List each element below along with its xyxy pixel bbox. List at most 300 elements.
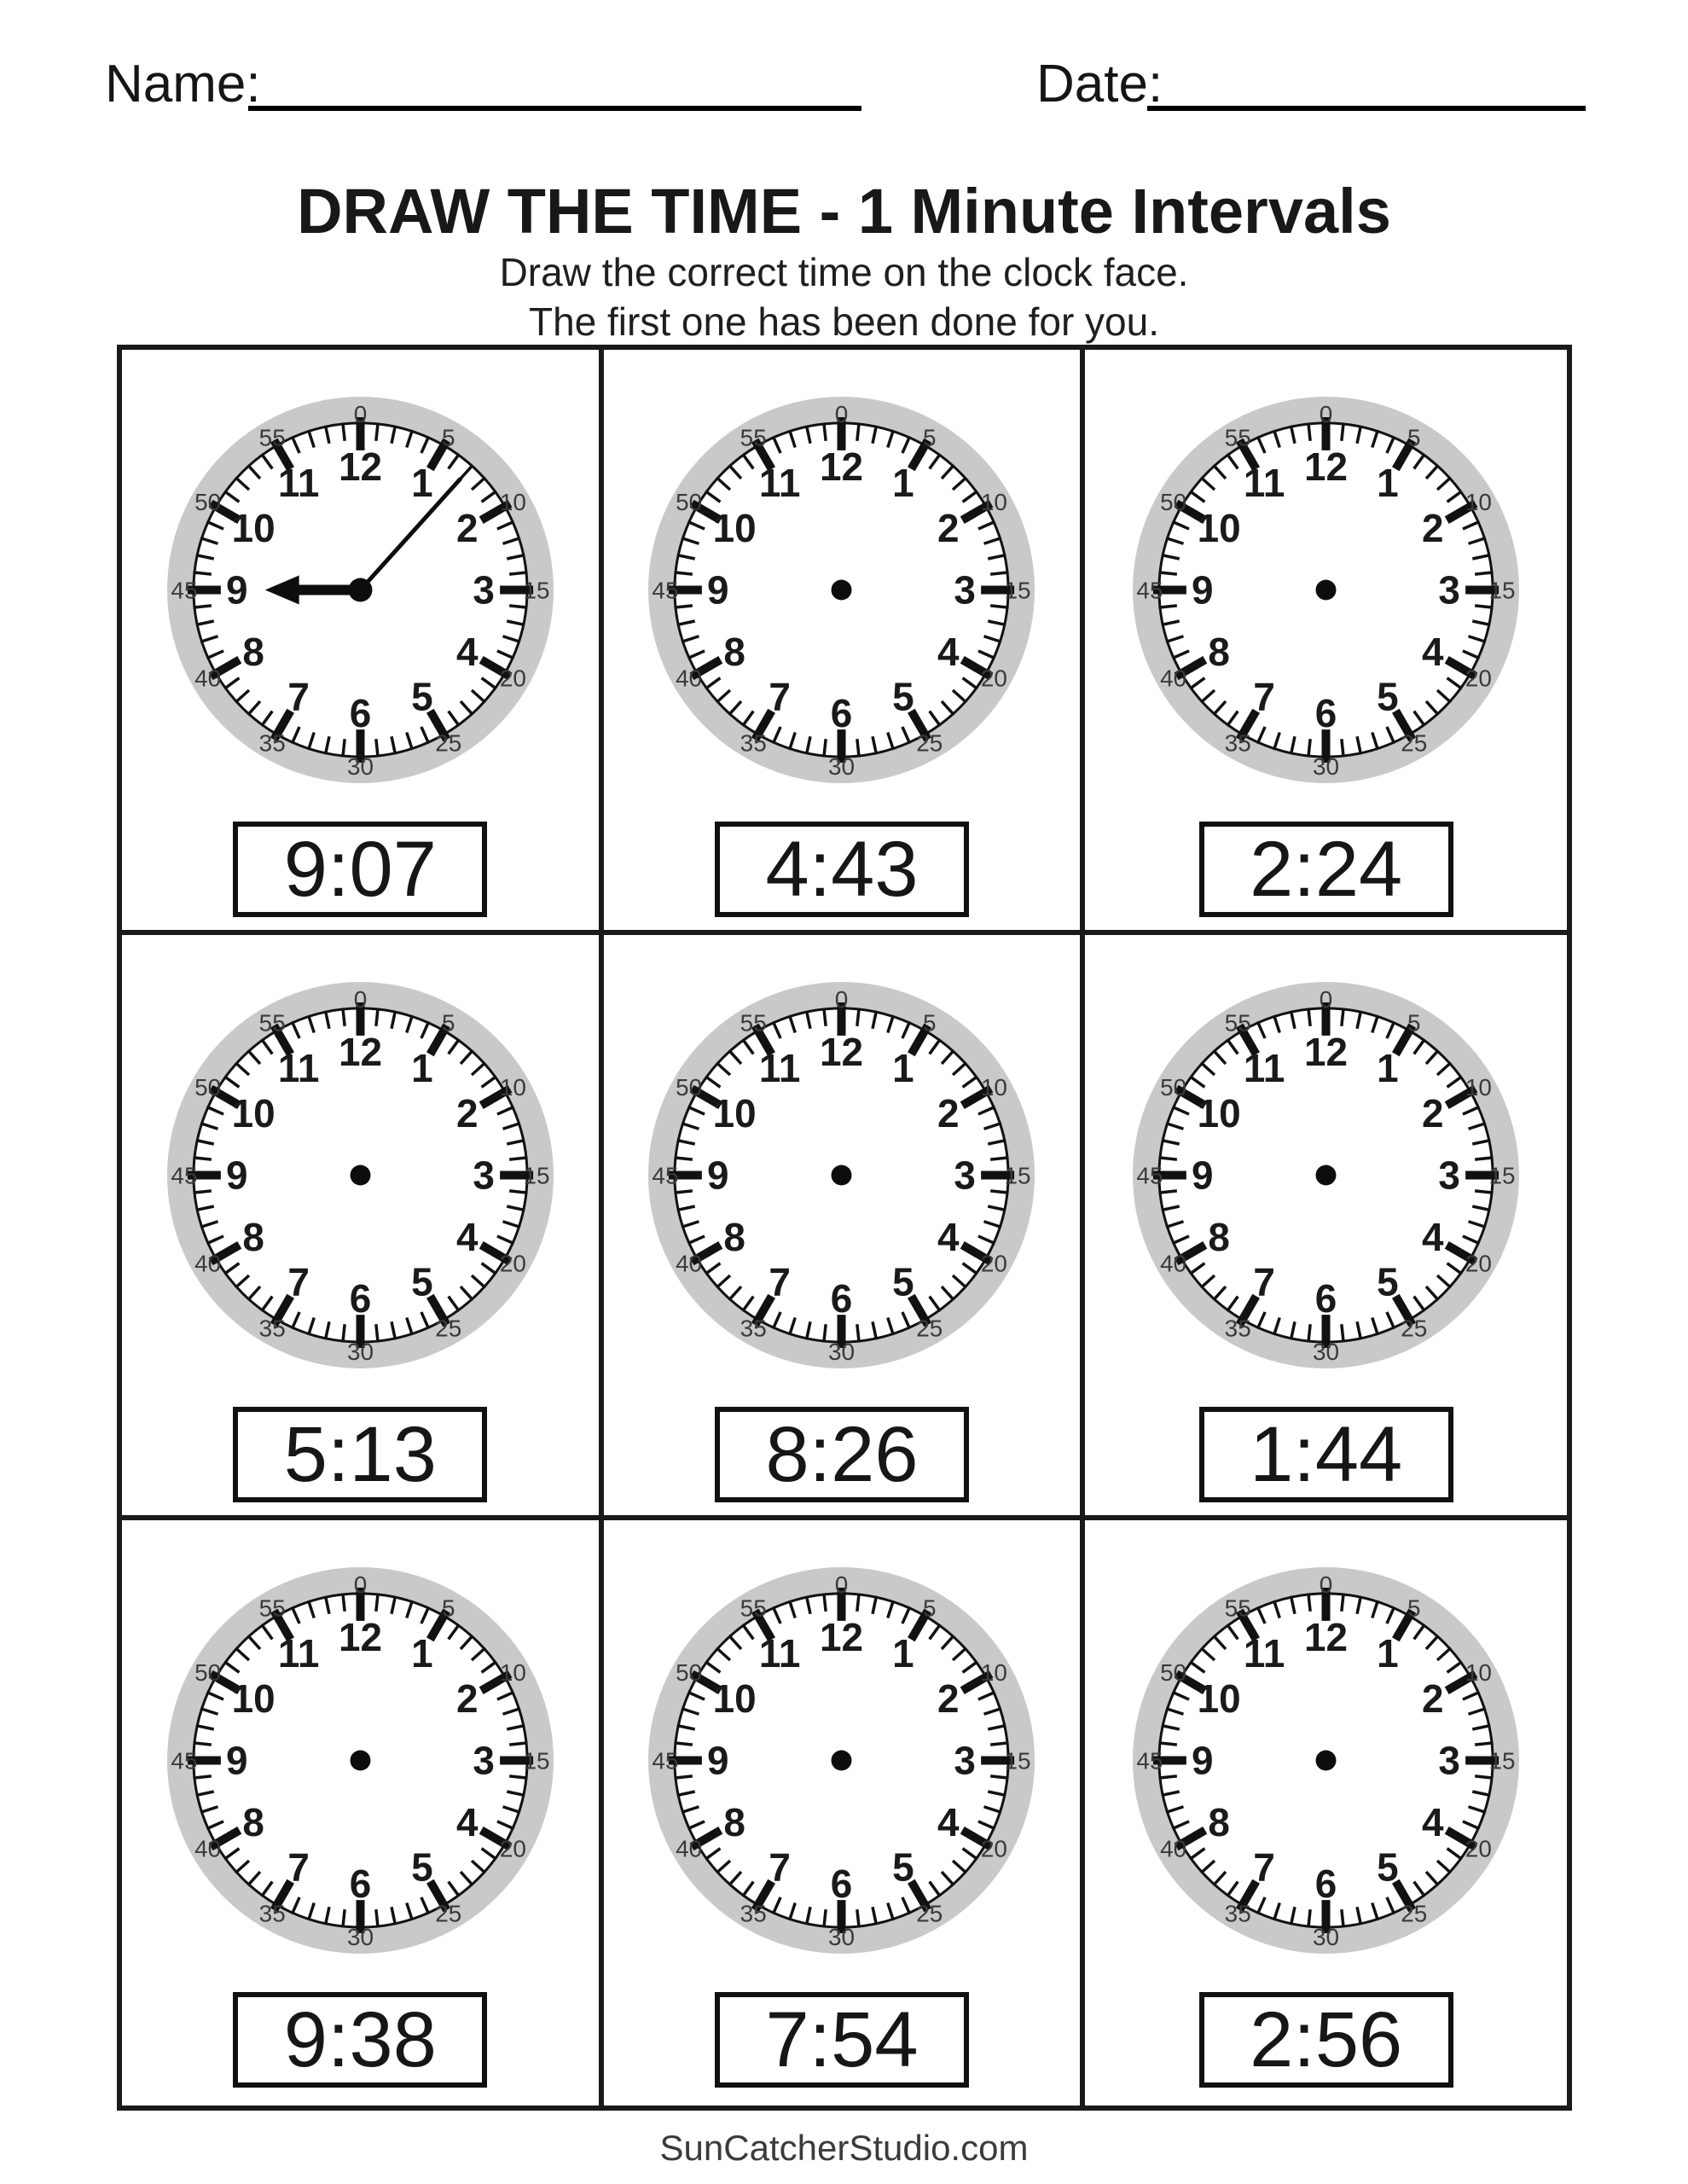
- minute-number: 35: [258, 729, 286, 757]
- center-dot: [350, 1751, 370, 1771]
- hour-number: 3: [1438, 1738, 1461, 1783]
- minute-number: 20: [1465, 1835, 1493, 1862]
- hour-number: 3: [954, 1153, 977, 1198]
- center-dot: [1316, 580, 1337, 601]
- minute-number: 5: [1407, 1594, 1421, 1622]
- clock-cell: [1085, 350, 1567, 935]
- minute-number: 45: [1136, 577, 1163, 604]
- minute-number: 15: [1004, 1162, 1032, 1189]
- minute-tick: [857, 1594, 859, 1612]
- hour-number: 5: [892, 1259, 915, 1304]
- minute-number: 45: [652, 577, 679, 604]
- minute-number: 20: [499, 665, 526, 692]
- clock-svg: [166, 396, 554, 784]
- hour-number: 7: [769, 1844, 792, 1890]
- hour-number: 4: [937, 1214, 960, 1259]
- hour-number: 8: [723, 629, 746, 674]
- minute-number: 55: [1224, 1009, 1251, 1037]
- hour-number: 8: [242, 629, 264, 674]
- minute-number: 25: [916, 729, 943, 757]
- clock-cell: [604, 935, 1086, 1520]
- minute-tick: [1475, 1191, 1493, 1193]
- minute-number: 35: [740, 1315, 768, 1342]
- hour-number: 10: [1197, 1091, 1241, 1136]
- hour-number: 11: [1244, 461, 1285, 506]
- minute-number: 20: [981, 1835, 1008, 1862]
- minute-number: 55: [740, 1009, 768, 1037]
- minute-tick: [1159, 1776, 1177, 1778]
- minute-tick: [1475, 1776, 1493, 1778]
- analog-clock[interactable]: [647, 396, 1035, 784]
- minute-number: 50: [676, 1659, 703, 1687]
- hour-number: 1: [1377, 1631, 1399, 1676]
- analog-clock[interactable]: [647, 981, 1035, 1369]
- hour-number: 7: [287, 1259, 310, 1304]
- minute-tick: [1159, 1191, 1177, 1193]
- minute-tick: [509, 1158, 527, 1159]
- minute-tick: [824, 1008, 826, 1026]
- minute-number: 10: [981, 489, 1008, 516]
- minute-number: 40: [194, 1835, 221, 1862]
- minute-number: 25: [1401, 729, 1428, 757]
- hour-number: 4: [455, 1799, 479, 1844]
- hour-number: 10: [231, 506, 276, 551]
- hour-number: 11: [277, 1631, 320, 1676]
- minute-number: 35: [1224, 729, 1251, 757]
- hour-number: 2: [455, 1091, 479, 1136]
- hour-number: 6: [1314, 1276, 1337, 1321]
- clock-svg: [647, 1566, 1035, 1955]
- minute-number: 55: [1224, 424, 1251, 451]
- minute-number: 20: [1465, 1250, 1493, 1277]
- minute-number: 30: [828, 1924, 856, 1951]
- time-box: [1199, 1407, 1453, 1502]
- clock-svg: [166, 981, 554, 1369]
- minute-tick: [1342, 1008, 1343, 1026]
- hour-number: 3: [954, 567, 977, 613]
- hour-number: 7: [1253, 1259, 1276, 1304]
- page-title: DRAW THE TIME - 1 Minute Intervals: [297, 176, 1391, 247]
- minute-number: 20: [499, 1835, 526, 1862]
- hour-number: 9: [225, 1738, 248, 1783]
- hour-number: 12: [1304, 1614, 1349, 1659]
- time-box: [715, 1407, 969, 1502]
- minute-number: 0: [353, 985, 368, 1013]
- minute-tick: [1308, 1324, 1310, 1342]
- minute-tick: [675, 1191, 693, 1193]
- minute-tick: [376, 739, 378, 757]
- minute-tick: [857, 1324, 859, 1342]
- center-dot: [350, 1165, 370, 1186]
- center-dot: [832, 1751, 852, 1771]
- hour-number: 5: [892, 1844, 915, 1890]
- hour-number: 2: [1422, 1676, 1444, 1722]
- minute-number: 5: [1407, 424, 1421, 451]
- minute-tick: [1308, 1594, 1310, 1612]
- hour-number: 9: [707, 567, 730, 613]
- minute-tick: [1342, 1594, 1343, 1612]
- hour-number: 10: [713, 506, 757, 551]
- date-label: Date:: [1036, 55, 1163, 113]
- clock-cell: [604, 350, 1086, 935]
- minute-number: 40: [676, 1835, 703, 1862]
- minute-tick: [1308, 423, 1310, 441]
- hour-number: 2: [455, 506, 479, 551]
- minute-number: 10: [1465, 1074, 1493, 1101]
- hour-number: 5: [410, 674, 433, 719]
- minute-number: 10: [1465, 1659, 1493, 1687]
- hour-number: 3: [1438, 567, 1461, 613]
- hour-number: 11: [277, 461, 320, 506]
- hour-number: 8: [1208, 1799, 1231, 1844]
- minute-tick: [193, 572, 211, 574]
- minute-tick: [675, 1776, 693, 1778]
- minute-tick: [343, 739, 345, 757]
- minute-number: 30: [346, 1924, 374, 1951]
- minute-number: 30: [1313, 1924, 1340, 1951]
- hour-number: 6: [1314, 1862, 1337, 1907]
- minute-number: 40: [1160, 665, 1187, 692]
- hour-number: 12: [1304, 444, 1349, 489]
- hour-number: 7: [769, 674, 792, 719]
- hour-number: 3: [473, 567, 495, 613]
- minute-tick: [991, 572, 1009, 574]
- minute-number: 30: [828, 1339, 856, 1366]
- minute-tick: [857, 739, 859, 757]
- hour-number: 11: [1244, 1631, 1285, 1676]
- time-box: [233, 1992, 487, 2088]
- minute-number: 55: [258, 424, 286, 451]
- clock-svg: [647, 396, 1035, 784]
- minute-tick: [376, 423, 378, 441]
- hour-number: 6: [349, 1862, 372, 1907]
- minute-tick: [1159, 1743, 1177, 1745]
- minute-number: 40: [1160, 1835, 1187, 1862]
- hour-number: 4: [937, 629, 960, 674]
- minute-number: 55: [258, 1009, 286, 1037]
- minute-number: 35: [740, 729, 768, 757]
- minute-number: 20: [499, 1250, 526, 1277]
- time-value: 4:43: [765, 826, 919, 913]
- minute-number: 15: [1004, 1747, 1032, 1774]
- minute-number: 40: [194, 1250, 221, 1277]
- minute-tick: [343, 1909, 345, 1927]
- hour-number: 2: [937, 1091, 960, 1136]
- hour-number: 4: [1422, 629, 1444, 674]
- minute-tick: [376, 1594, 378, 1612]
- minute-tick: [193, 606, 211, 607]
- minute-number: 15: [1004, 577, 1032, 604]
- hour-number: 7: [287, 674, 310, 719]
- time-value: 2:56: [1250, 1996, 1403, 2083]
- hour-number: 8: [242, 1214, 264, 1259]
- hour-number: 1: [410, 1631, 433, 1676]
- clock-svg: [166, 1566, 554, 1955]
- minute-number: 15: [523, 1162, 550, 1189]
- minute-tick: [675, 1743, 693, 1745]
- minute-tick: [193, 1743, 211, 1745]
- minute-number: 5: [923, 1009, 937, 1037]
- hour-number: 6: [831, 1276, 853, 1321]
- minute-tick: [1308, 1909, 1310, 1927]
- minute-tick: [824, 423, 826, 441]
- hour-number: 10: [713, 1091, 757, 1136]
- hour-number: 3: [473, 1153, 495, 1198]
- hour-number: 12: [338, 1029, 382, 1074]
- minute-number: 10: [1465, 489, 1493, 516]
- hour-number: 11: [759, 461, 801, 506]
- hour-number: 5: [1377, 1259, 1399, 1304]
- hour-number: 8: [723, 1799, 746, 1844]
- hour-number: 6: [1314, 691, 1337, 736]
- minute-number: 5: [441, 424, 455, 451]
- minute-tick: [857, 423, 859, 441]
- center-dot: [1316, 1751, 1337, 1771]
- minute-number: 45: [171, 1747, 198, 1774]
- hour-number: 2: [1422, 1091, 1444, 1136]
- time-value: 7:54: [765, 1996, 919, 2083]
- hour-number: 12: [1304, 1029, 1349, 1074]
- minute-tick: [509, 572, 527, 574]
- hour-number: 3: [1438, 1153, 1461, 1198]
- minute-number: 30: [346, 1339, 374, 1366]
- time-value: 1:44: [1250, 1411, 1403, 1498]
- minute-number: 15: [1488, 1747, 1516, 1774]
- hour-number: 2: [1422, 506, 1444, 551]
- minute-number: 30: [828, 753, 856, 781]
- minute-number: 15: [523, 577, 550, 604]
- minute-number: 40: [1160, 1250, 1187, 1277]
- minute-tick: [857, 1909, 859, 1927]
- date-input-line[interactable]: [1147, 106, 1586, 111]
- minute-number: 15: [1488, 577, 1516, 604]
- hour-number: 11: [1244, 1046, 1285, 1091]
- name-input-line[interactable]: [248, 106, 861, 111]
- minute-tick: [991, 1158, 1009, 1159]
- minute-tick: [193, 1776, 211, 1778]
- hour-number: 1: [892, 461, 915, 506]
- minute-tick: [1159, 572, 1177, 574]
- minute-number: 45: [652, 1747, 679, 1774]
- minute-tick: [193, 1158, 211, 1159]
- hour-number: 5: [892, 674, 915, 719]
- minute-tick: [675, 606, 693, 607]
- center-dot: [832, 580, 852, 601]
- hour-number: 1: [892, 1046, 915, 1091]
- hour-number: 1: [410, 1046, 433, 1091]
- hour-number: 9: [707, 1738, 730, 1783]
- minute-number: 10: [981, 1659, 1008, 1687]
- hour-number: 11: [759, 1631, 801, 1676]
- minute-tick: [991, 1743, 1009, 1745]
- minute-tick: [824, 739, 826, 757]
- minute-tick: [1342, 1324, 1343, 1342]
- minute-number: 10: [499, 1659, 526, 1687]
- minute-number: 25: [435, 729, 462, 757]
- minute-number: 55: [258, 1594, 286, 1622]
- hour-number: 10: [713, 1676, 757, 1722]
- analog-clock[interactable]: [647, 1566, 1035, 1955]
- hour-number: 10: [1197, 506, 1241, 551]
- minute-number: 0: [1319, 400, 1333, 427]
- minute-tick: [376, 1008, 378, 1026]
- time-value: 9:07: [283, 826, 437, 913]
- subtitle-line-2: The first one has been done for you.: [528, 299, 1160, 344]
- minute-number: 30: [346, 753, 374, 781]
- hour-number: 4: [455, 629, 479, 674]
- minute-number: 25: [435, 1315, 462, 1342]
- minute-number: 40: [676, 1250, 703, 1277]
- time-box: [1199, 822, 1453, 917]
- minute-number: 50: [194, 489, 221, 516]
- hour-number: 2: [455, 1676, 479, 1722]
- time-box: [233, 1407, 487, 1502]
- minute-number: 25: [1401, 1315, 1428, 1342]
- minute-number: 0: [835, 985, 849, 1013]
- minute-tick: [1342, 423, 1343, 441]
- time-box: [715, 822, 969, 917]
- minute-number: 45: [1136, 1747, 1163, 1774]
- minute-tick: [991, 1776, 1009, 1778]
- hour-number: 6: [349, 1276, 372, 1321]
- hour-number: 12: [820, 1029, 864, 1074]
- minute-tick: [991, 1191, 1009, 1193]
- hour-number: 5: [410, 1844, 433, 1890]
- minute-number: 30: [1313, 753, 1340, 781]
- hour-number: 4: [1422, 1214, 1444, 1259]
- hour-number: 5: [410, 1259, 433, 1304]
- clock-svg: [647, 981, 1035, 1369]
- hour-number: 1: [410, 461, 433, 506]
- minute-number: 5: [441, 1594, 455, 1622]
- hour-number: 12: [338, 444, 382, 489]
- hour-number: 10: [1197, 1676, 1241, 1722]
- hour-number: 2: [937, 1676, 960, 1722]
- hour-number: 7: [1253, 674, 1276, 719]
- minute-tick: [1475, 572, 1493, 574]
- center-dot: [1316, 1165, 1337, 1186]
- analog-clock[interactable]: [166, 1566, 554, 1955]
- hour-number: 1: [892, 1631, 915, 1676]
- minute-number: 10: [499, 489, 526, 516]
- hour-number: 8: [723, 1214, 746, 1259]
- minute-number: 5: [1407, 1009, 1421, 1037]
- minute-number: 55: [740, 1594, 768, 1622]
- time-box: [233, 822, 487, 917]
- hour-number: 6: [831, 691, 853, 736]
- analog-clock[interactable]: [1132, 981, 1520, 1369]
- minute-number: 50: [1160, 1074, 1187, 1101]
- minute-tick: [991, 606, 1009, 607]
- minute-number: 35: [258, 1900, 286, 1927]
- hour-number: 11: [759, 1046, 801, 1091]
- minute-tick: [675, 1158, 693, 1159]
- minute-number: 55: [740, 424, 768, 451]
- hour-number: 5: [1377, 674, 1399, 719]
- hour-number: 1: [1377, 1046, 1399, 1091]
- hour-number: 6: [349, 691, 372, 736]
- center-dot: [348, 578, 372, 602]
- minute-tick: [376, 1909, 378, 1927]
- analog-clock[interactable]: [166, 981, 554, 1369]
- minute-number: 50: [194, 1659, 221, 1687]
- analog-clock[interactable]: [1132, 396, 1520, 784]
- hour-number: 6: [831, 1862, 853, 1907]
- minute-number: 5: [923, 424, 937, 451]
- minute-number: 30: [1313, 1339, 1340, 1366]
- minute-number: 0: [353, 1571, 368, 1598]
- minute-number: 0: [1319, 985, 1333, 1013]
- hour-number: 9: [1192, 1153, 1214, 1198]
- analog-clock[interactable]: [1132, 1566, 1520, 1955]
- footer-credit: SunCatcherStudio.com: [659, 2128, 1029, 2168]
- hour-number: 8: [1208, 629, 1231, 674]
- minute-number: 50: [676, 489, 703, 516]
- hour-number: 4: [455, 1214, 479, 1259]
- hour-number: 1: [1377, 461, 1399, 506]
- minute-tick: [376, 1324, 378, 1342]
- minute-tick: [824, 1594, 826, 1612]
- hour-number: 12: [820, 1614, 864, 1659]
- minute-tick: [1342, 1909, 1343, 1927]
- hour-number: 12: [338, 1614, 382, 1659]
- minute-number: 25: [916, 1315, 943, 1342]
- hour-number: 4: [1422, 1799, 1444, 1844]
- minute-tick: [1475, 1743, 1493, 1745]
- minute-tick: [343, 423, 345, 441]
- hour-number: 8: [1208, 1214, 1231, 1259]
- clock-cell: [122, 1520, 604, 2106]
- minute-number: 10: [981, 1074, 1008, 1101]
- minute-number: 45: [1136, 1162, 1163, 1189]
- center-dot: [832, 1165, 852, 1186]
- hour-number: 5: [1377, 1844, 1399, 1890]
- minute-number: 50: [676, 1074, 703, 1101]
- worksheet-grid: [117, 345, 1572, 2111]
- minute-number: 5: [441, 1009, 455, 1037]
- minute-tick: [193, 1191, 211, 1193]
- time-value: 9:38: [283, 1996, 437, 2083]
- minute-number: 20: [981, 665, 1008, 692]
- minute-tick: [857, 1008, 859, 1026]
- minute-tick: [1475, 1158, 1493, 1159]
- minute-tick: [1475, 606, 1493, 607]
- analog-clock[interactable]: [166, 396, 554, 784]
- time-value: 2:24: [1250, 826, 1403, 913]
- time-value: 8:26: [765, 1411, 919, 1498]
- minute-tick: [824, 1324, 826, 1342]
- subtitle-line-1: Draw the correct time on the clock face.: [499, 250, 1189, 294]
- hour-number: 8: [242, 1799, 264, 1844]
- time-value: 5:13: [283, 1411, 437, 1498]
- minute-tick: [1159, 606, 1177, 607]
- time-box: [1199, 1992, 1453, 2088]
- hour-number: 9: [225, 567, 248, 613]
- minute-tick: [824, 1909, 826, 1927]
- minute-number: 5: [923, 1594, 937, 1622]
- hour-number: 7: [769, 1259, 792, 1304]
- hour-number: 9: [707, 1153, 730, 1198]
- clock-svg: [1132, 1566, 1520, 1955]
- name-label: Name:: [105, 55, 261, 113]
- minute-number: 15: [523, 1747, 550, 1774]
- hour-number: 9: [225, 1153, 248, 1198]
- minute-tick: [509, 1743, 527, 1745]
- clock-cell: [122, 350, 604, 935]
- clock-svg: [1132, 396, 1520, 784]
- hour-number: 9: [1192, 1738, 1214, 1783]
- minute-number: 50: [1160, 489, 1187, 516]
